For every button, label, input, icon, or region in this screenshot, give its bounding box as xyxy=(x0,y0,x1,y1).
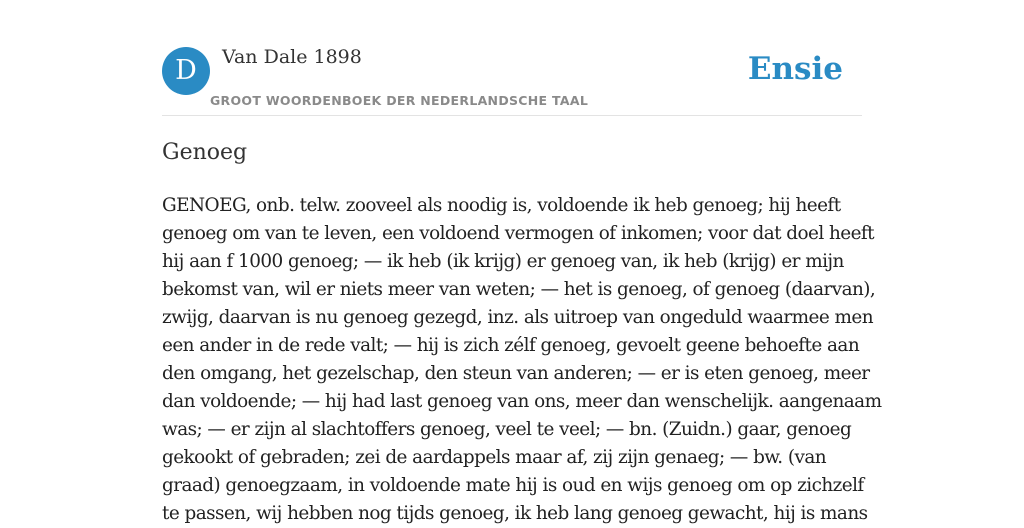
entry-headword: Genoeg xyxy=(162,140,248,165)
definition-line: den omgang, het gezelschap, den steun van anderen; — er is eten genoeg, meer xyxy=(162,363,870,384)
definition-line: dan voldoende; — hij had last genoeg van ons, meer dan wenschelijk. aangenaam xyxy=(162,391,882,412)
brand-logo[interactable]: Ensie xyxy=(747,51,843,87)
definition-line: een ander in de rede valt; — hij is zich zélf genoeg, gevoelt geene behoefte aan xyxy=(162,335,860,356)
page-content xyxy=(162,0,882,524)
entry-definition xyxy=(162,192,882,528)
definition-line: te passen, wij hebben nog tijds genoeg, ik heb lang genoeg gewacht, hij is mans xyxy=(162,503,868,524)
definition-line: hij aan f 1000 genoeg; — ik heb (ik krijg) er genoeg van, ik heb (krijg) er mijn xyxy=(162,251,844,272)
definition-line: zwijg, daarvan is nu genoeg gezegd, inz. als uitroep van ongeduld waarmee men xyxy=(162,307,874,328)
definition-line: bekomst van, wil er niets meer van weten; — het is genoeg, of genoeg (daarvan), xyxy=(162,279,876,300)
definition-line: gekookt of gebraden; zei de aardappels maar af, zij zijn genaeg; — bw. (van xyxy=(162,447,827,468)
definition-line: graad) genoegzaam, in voldoende mate hij is oud en wijs genoeg om op zichzelf xyxy=(162,475,864,496)
definition-line: GENOEG, onb. telw. zooveel als noodig is, voldoende ik heb genoeg; hij heeft xyxy=(162,195,841,216)
definition-line: was; — er zijn al slachtoffers genoeg, veel te veel; — bn. (Zuidn.) gaar, genoeg xyxy=(162,419,852,440)
definition-line: genoeg om van te leven, een voldoend vermogen of inkomen; voor dat doel heeft xyxy=(162,223,875,244)
dictionary-avatar[interactable]: D xyxy=(162,47,210,95)
dictionary-subtitle: GROOT WOORDENBOEK DER NEDERLANDSCHE TAAL xyxy=(210,93,589,108)
dictionary-header xyxy=(162,0,862,116)
dictionary-title[interactable]: Van Dale 1898 xyxy=(222,46,362,68)
